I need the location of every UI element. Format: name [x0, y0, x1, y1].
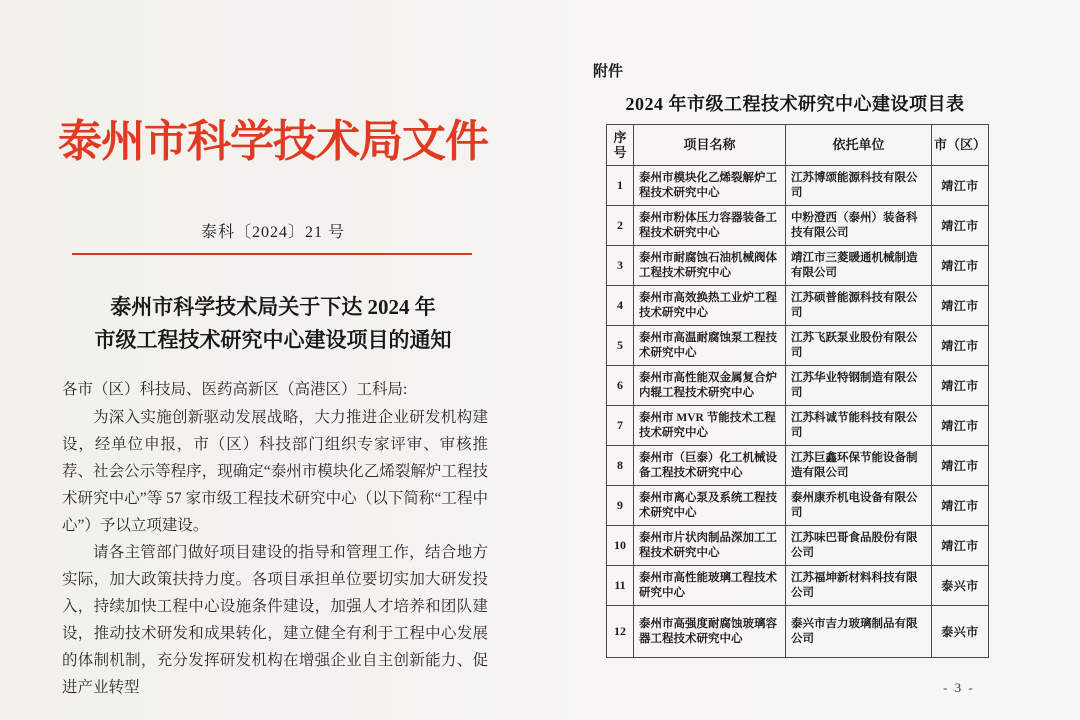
cell-region: 泰兴市: [932, 606, 989, 658]
cell-project-name: 泰州市高效换热工业炉工程技术研究中心: [634, 286, 786, 326]
page-number: - 3 -: [943, 680, 975, 695]
table-row: [607, 246, 989, 286]
cell-project-name: 泰州市高性能玻璃工程技术研究中心: [634, 566, 786, 606]
cell-number: 5: [607, 326, 634, 366]
cell-supporting-org: 江苏科诚节能科技有限公司: [786, 406, 932, 446]
table-row: [607, 486, 989, 526]
cell-project-name: 泰州市 MVR 节能技术工程技术研究中心: [634, 406, 786, 446]
table-row: [607, 286, 989, 326]
header-cell-region: 市（区）: [932, 125, 989, 166]
table-title: 2024 年市级工程技术研究中心建设项目表: [625, 94, 965, 114]
cell-supporting-org: 江苏华业特钢制造有限公司: [786, 366, 932, 406]
cell-project-name: 泰州市高性能双金属复合炉内辊工程技术研究中心: [634, 366, 786, 406]
cell-region: 靖江市: [932, 326, 989, 366]
cell-supporting-org: 中粉澄西（泰州）装备科技有限公司: [786, 206, 932, 246]
cell-region: 靖江市: [932, 246, 989, 286]
cell-supporting-org: 江苏福坤新材料科技有限公司: [786, 566, 932, 606]
table-row: [607, 606, 989, 658]
cell-number: 1: [607, 166, 634, 206]
attachment-page: [555, 0, 1060, 720]
document-number: 泰科〔2024〕21 号: [200, 224, 345, 241]
cell-supporting-org: 靖江市三菱暖通机械制造有限公司: [786, 246, 932, 286]
cell-project-name: 泰州市片状肉制品深加工工程技术研究中心: [634, 526, 786, 566]
table-row: [607, 166, 989, 206]
cell-number: 11: [607, 566, 634, 606]
cell-supporting-org: 江苏飞跃泵业股份有限公司: [786, 326, 932, 366]
cell-region: 靖江市: [932, 406, 989, 446]
cell-project-name: 泰州市耐腐蚀石油机械阀体工程技术研究中心: [634, 246, 786, 286]
cell-project-name: 泰州市模块化乙烯裂解炉工程技术研究中心: [634, 166, 786, 206]
document-body: [62, 376, 488, 701]
cell-number: 8: [607, 446, 634, 486]
cell-supporting-org: 泰州康乔机电设备有限公司: [786, 486, 932, 526]
cell-project-name: 泰州市（巨泰）化工机械设备工程技术研究中心: [634, 446, 786, 486]
table-row: [607, 566, 989, 606]
header-cell-number: 序号: [607, 125, 634, 166]
cell-supporting-org: 江苏味巴哥食品股份有限公司: [786, 526, 932, 566]
cell-region: 靖江市: [932, 206, 989, 246]
cell-number: 7: [607, 406, 634, 446]
cell-supporting-org: 江苏巨鑫环保节能设备制造有限公司: [786, 446, 932, 486]
table-header-row: [607, 125, 989, 166]
table-row: [607, 366, 989, 406]
cell-number: 10: [607, 526, 634, 566]
projects-table: [606, 124, 989, 658]
document-title: [48, 291, 498, 357]
cell-number: 9: [607, 486, 634, 526]
document-title-line1: 泰州市科学技术局关于下达 2024 年: [110, 295, 436, 319]
cell-region: 靖江市: [932, 366, 989, 406]
table-row: [607, 206, 989, 246]
cell-supporting-org: 泰兴市吉力玻璃制品有限公司: [786, 606, 932, 658]
table-row: [607, 326, 989, 366]
body-paragraph-1: 为深入实施创新驱动发展战略，大力推进企业研发机构建设，经单位申报，市（区）科技部门组织专家评审、审核推荐、社会公示等程序，现确定“泰州市模块化乙烯裂解炉工程技术研究中心”等 57 家市级工程技术研究中心（以下简称“工程中心”）予以立项建设。: [62, 409, 488, 534]
cell-number: 6: [607, 366, 634, 406]
cell-number: 3: [607, 246, 634, 286]
cell-region: 靖江市: [932, 486, 989, 526]
cell-number: 4: [607, 286, 634, 326]
cell-number: 2: [607, 206, 634, 246]
table-row: [607, 406, 989, 446]
cell-supporting-org: 江苏博颂能源科技有限公司: [786, 166, 932, 206]
header-cell-project: 项目名称: [634, 125, 786, 166]
cell-project-name: 泰州市离心泵及系统工程技术研究中心: [634, 486, 786, 526]
cell-region: 靖江市: [932, 526, 989, 566]
document-title-line2: 市级工程技术研究中心建设项目的通知: [94, 328, 452, 352]
cell-region: 靖江市: [932, 286, 989, 326]
header-cell-org: 依托单位: [786, 125, 932, 166]
cell-region: 泰兴市: [932, 566, 989, 606]
red-divider-line: [72, 253, 472, 255]
cell-region: 靖江市: [932, 446, 989, 486]
letterhead-title: 泰州市科学技术局文件: [58, 117, 488, 166]
body-paragraph-2: 请各主管部门做好项目建设的指导和管理工作，结合地方实际，加大政策扶持力度。各项目承担单位要切实加大研发投入，持续加快工程中心设施条件建设，加强人才培养和团队建设，推动技术研发和成果转化，建立健全有利于工程中心发展的体制机制，充分发挥研发机构在增强企业自主创新能力、促进产业转型: [62, 544, 488, 696]
table-row: [607, 446, 989, 486]
table-row: [607, 526, 989, 566]
cell-region: 靖江市: [932, 166, 989, 206]
notice-page: [30, 0, 545, 720]
cell-number: 12: [607, 606, 634, 658]
cell-supporting-org: 江苏硕普能源科技有限公司: [786, 286, 932, 326]
cell-project-name: 泰州市高温耐腐蚀泵工程技术研究中心: [634, 326, 786, 366]
salutation: 各市（区）科技局、医药高新区（高港区）工科局:: [62, 381, 408, 398]
cell-project-name: 泰州市高强度耐腐蚀玻璃容器工程技术研究中心: [634, 606, 786, 658]
cell-project-name: 泰州市粉体压力容器装备工程技术研究中心: [634, 206, 786, 246]
attachment-label: 附件: [593, 64, 624, 80]
